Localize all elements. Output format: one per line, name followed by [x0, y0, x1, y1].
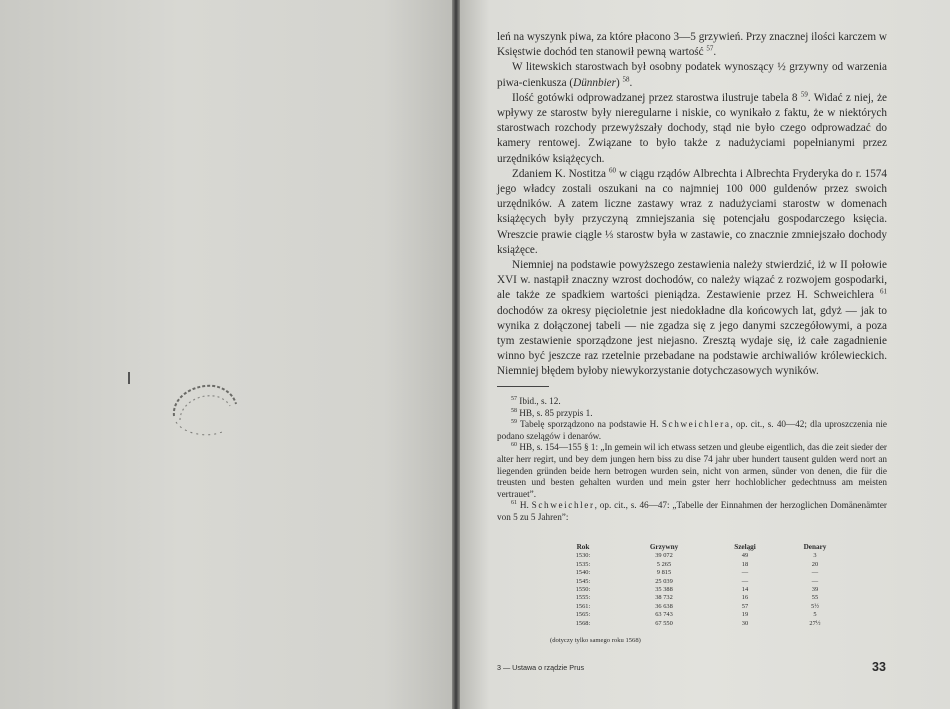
footnote-ref: 57	[706, 44, 714, 53]
main-text	[497, 30, 887, 380]
table-header-denary: Denary	[803, 543, 827, 551]
footnote	[497, 408, 887, 420]
text-run: Ilość gotówki odprowadzanej przez starostwa ilustruje tabela 8	[512, 91, 801, 104]
table-cell: 1568:	[575, 619, 591, 627]
table-cell: 25 039	[655, 577, 673, 585]
table-row	[548, 561, 850, 569]
table-row	[548, 603, 850, 611]
text-run: , op. cit., s. 40—42; dla uproszczenia nie podano szelągów i denarów.	[497, 419, 887, 441]
table-header-grzywny: Grzywny	[649, 543, 679, 551]
table-cell: 14	[741, 586, 749, 594]
table-cell: 1545:	[575, 577, 591, 585]
table-row	[548, 586, 850, 594]
italic-term: Dünnbier	[573, 76, 616, 89]
author-name: Schweichlera	[661, 419, 731, 430]
footnote-ref: 59	[511, 419, 517, 426]
text-run: .	[629, 76, 633, 89]
text-run: . Widać z niej, że wpływy ze starostw były nieregularne i niskie, co wynikało z faktu, że w niektórych starostwach rozchody przewyższały dochody, stąd nie było czego odprowadzać do kamery rentowej. Związane to było także z nadużyciami popełnianymi przez urzędników książęcych.	[497, 91, 887, 165]
text-run: HB, s. 85 przypis 1.	[517, 407, 593, 418]
page-number: 33	[872, 660, 886, 674]
table-cell: 63 743	[655, 611, 673, 619]
income-table	[548, 543, 850, 628]
table-cell: 30	[741, 619, 749, 627]
text-run: w ciągu rządów Albrechta i Albrechta Fryderyka do r. 1574 jego władcy zostali oszukani na co najmniej 100 000 guldenów przez swoich urzędników. A zatem liczne zastawy wraz z nadużyciami starostw w domenach książęcych były przyczyną zmniejszania się potencjału gospodarczego księcia. Wreszcie prawie ciągle ⅓ starostw była w zastawie, co znacznie zmniejszało dochody książęce.	[497, 167, 887, 256]
text-run: Tabelę sporządzono na podstawie H.	[517, 419, 662, 430]
table-cell: 20	[811, 560, 819, 568]
footnotes	[497, 396, 887, 524]
text-run: dochodów za okresy pięcioletnie jest niedokładne dla końcowych lat, gdyż — jak to wynika z dołączonej tabeli — nie zgadza się z jego danymi szczegółowymi, a poza tym zestawienie sporządzone jest niejasno. Zresztą wydaje się, iż całe zagadnienie winno być jeszcze raz rzetelnie przebadane na podstawie archiwaliów królewieckich. Niemniej błędem byłoby niewykorzystanie dotychczasowych wyników.	[497, 304, 887, 378]
pencil-mark	[128, 372, 130, 384]
table-cell: 39	[811, 586, 819, 594]
footnote-ref: 58	[511, 407, 517, 414]
table-cell: 5	[813, 611, 817, 619]
table-cell: 1540:	[575, 569, 591, 577]
text-run: .	[713, 46, 717, 59]
left-page	[0, 0, 452, 709]
table-cell: 57	[741, 602, 749, 610]
table-row	[548, 620, 850, 628]
table-row	[548, 552, 850, 560]
footnote-separator	[497, 386, 549, 387]
paragraph	[497, 91, 887, 167]
text-run: Zdaniem K. Nostitza	[512, 167, 609, 180]
table-cell: 38 732	[655, 594, 673, 602]
text-run: , op. cit., s. 46—47: „Tabelle der Einnahmen der herzoglichen Domänenämter von 5 zu 5 Jahren”:	[497, 500, 887, 522]
paragraph	[497, 258, 887, 380]
footnote	[497, 419, 887, 442]
table-cell: 49	[741, 552, 749, 560]
paragraph	[497, 30, 887, 60]
table-cell: 19	[741, 611, 749, 619]
footnote-ref: 57	[511, 395, 517, 402]
footnote-ref: 60	[511, 442, 517, 449]
table-cell: 36 638	[655, 602, 673, 610]
footnote	[497, 500, 887, 523]
table-header-rok: Rok	[576, 543, 590, 551]
table-cell: 35 388	[655, 586, 673, 594]
table-cell: 9 815	[656, 569, 672, 577]
text-run: HB, s. 154—155 § 1: „In gemein wil ich etwass setzen und gleube eigentlich, das die zeit sieder der alter herr regirt, und bey dem jungen hern biss zu dise 74 jahr uber hundert tausent gulden werd nort an liegenden gründen beide hern betrogen wurden sein, nicht von armen, sünder von denen, die für die treusten und besten gehalten wurden und mein gster herr hochloblicher gedechtnuss am meisten vertrauet”.	[497, 442, 887, 499]
table-note: (dotyczy tylko samego roku 1568)	[550, 637, 641, 644]
text-run: H.	[517, 500, 532, 511]
table-cell: 55	[811, 594, 819, 602]
library-stamp-icon	[162, 376, 240, 442]
table-cell: 1530:	[575, 552, 591, 560]
text-run: Ibid., s. 12.	[517, 396, 561, 406]
footnote	[497, 396, 887, 408]
table-cell: —	[741, 577, 749, 585]
book-gutter	[452, 0, 460, 709]
table-row	[548, 578, 850, 586]
text-run: )	[616, 76, 623, 89]
table-row	[548, 569, 850, 577]
table-cell: 1561:	[575, 602, 591, 610]
footnote-ref: 59	[800, 90, 808, 99]
table-cell: 27½	[809, 619, 821, 627]
table-header-szelagi: Szelągi	[734, 543, 756, 551]
table-cell: —	[741, 569, 749, 577]
paragraph	[497, 60, 887, 90]
signature-mark: 3 — Ustawa o rządzie Prus	[497, 663, 585, 672]
paragraph	[497, 167, 887, 258]
table-cell: —	[811, 569, 819, 577]
table-cell: 1555:	[575, 594, 591, 602]
table-cell: 1565:	[575, 611, 591, 619]
table-cell: 16	[741, 594, 749, 602]
text-run: leń na wyszynk piwa, za które płacono 3—5 grzywień. Przy znacznej ilości karczem w Księstwie dochód ten stanowił pewną wartość	[497, 31, 887, 59]
table-cell: 5 265	[656, 560, 672, 568]
footnote-ref: 61	[511, 500, 517, 507]
table-cell: 5½	[811, 602, 819, 610]
table-cell: 67 550	[655, 619, 673, 627]
table-cell: 18	[741, 560, 749, 568]
author-name: Schweichler	[531, 500, 595, 511]
table-cell: 1535:	[575, 560, 591, 568]
footnote-ref: 60	[609, 166, 616, 175]
table-cell: 3	[813, 552, 817, 560]
text-run: Niemniej na podstawie powyższego zestawienia należy stwierdzić, iż w II połowie XVI w. nastąpił znaczny wzrost dochodów, co należy wiązać z rozwojem gospodarki, ale także ze spadkiem wartości pieniądza. Zestawienie przez H. Schweichlera	[497, 259, 887, 302]
text-run: W litewskich starostwach był osobny podatek wynoszący ½ grzywny od warzenia piwa-cienkusza (	[497, 61, 887, 89]
table-row	[548, 594, 850, 602]
footnote-ref: 58	[622, 74, 630, 83]
footnote-ref: 61	[880, 287, 887, 296]
table-cell: 1550:	[575, 586, 591, 594]
table-row	[548, 611, 850, 619]
footnote	[497, 442, 887, 500]
table-cell: —	[811, 577, 819, 585]
table-cell: 39 072	[655, 552, 673, 560]
